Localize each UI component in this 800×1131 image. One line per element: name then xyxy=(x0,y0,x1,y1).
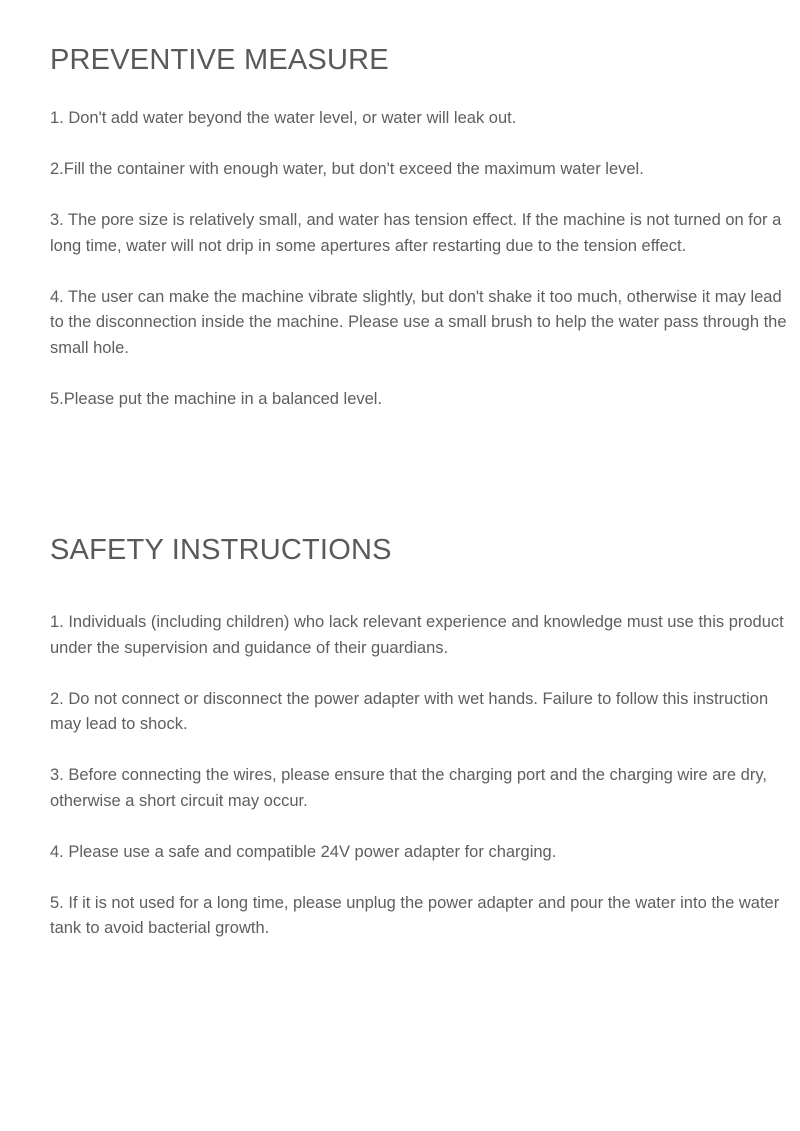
safety-item-3: 3. Before connecting the wires, please ensure that the charging port and the charging wire are dry, otherwise a short circuit may occur. xyxy=(50,766,767,810)
preventive-measure-title: PREVENTIVE MEASURE xyxy=(50,44,389,76)
preventive-measure-list xyxy=(50,106,790,412)
preventive-item-4: 4. The user can make the machine vibrate slightly, but don't shake it too much, otherwise it may lead to the disconnection inside the machine. Please use a small brush to help the water pass through the small hole. xyxy=(50,287,787,357)
safety-instructions-title: SAFETY INSTRUCTIONS xyxy=(50,534,392,566)
safety-item-1: 1. Individuals (including children) who lack relevant experience and knowledge must use this product under the supervision and guidance of their guardians. xyxy=(50,613,784,657)
safety-instructions-section xyxy=(50,530,790,967)
preventive-measure-section xyxy=(50,40,790,438)
preventive-item-3: 3. The pore size is relatively small, and water has tension effect. If the machine is not turned on for a long time, water will not drip in some apertures after restarting due to the tension effect. xyxy=(50,211,782,255)
preventive-item-1: 1. Don't add water beyond the water level, or water will leak out. xyxy=(50,109,517,127)
safety-item-4: 4. Please use a safe and compatible 24V power adapter for charging. xyxy=(50,842,557,861)
safety-instructions-list xyxy=(50,610,790,942)
preventive-item-2: 2.Fill the container with enough water, but don't exceed the maximum water level. xyxy=(50,160,644,178)
safety-item-2: 2. Do not connect or disconnect the power adapter with wet hands. Failure to follow this instruction may lead to shock. xyxy=(50,689,769,733)
preventive-item-5: 5.Please put the machine in a balanced level. xyxy=(50,389,383,408)
safety-item-5: 5. If it is not used for a long time, please unplug the power adapter and pour the water into the water tank to avoid bacterial growth. xyxy=(50,893,780,937)
